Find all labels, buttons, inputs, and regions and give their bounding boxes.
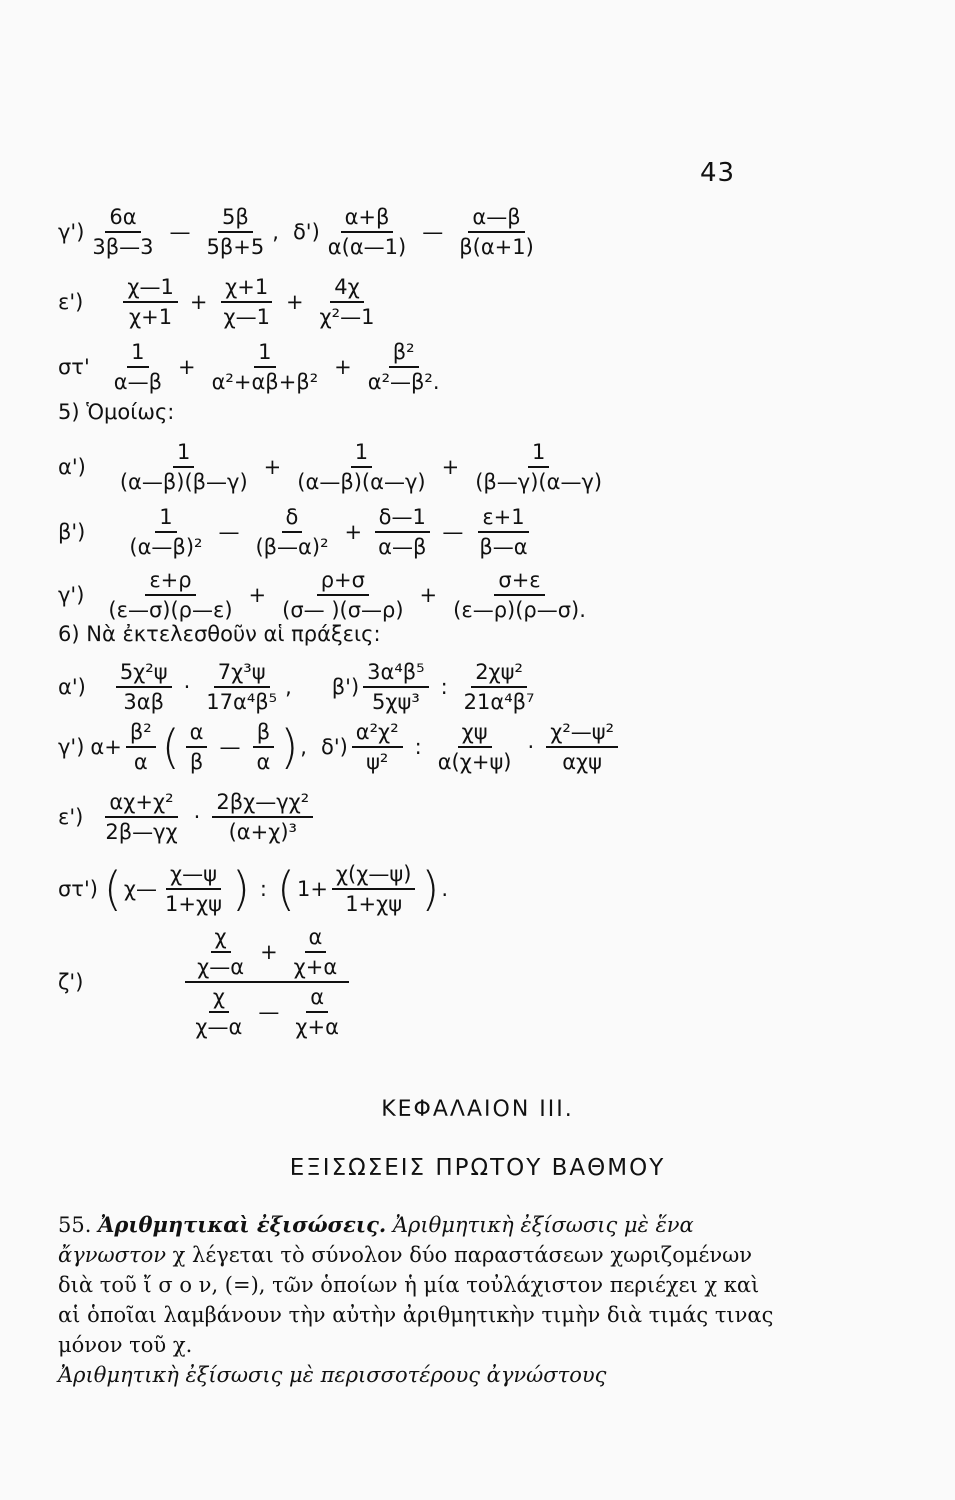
- exercise-5-beta: β') $\frac{1}{\text{(α—β)²}}$ — $\frac{\delta}{\text{(β—α)²}}$ + $\frac{\delta—1}{\alpha—\beta}$ — $\frac{\varepsilon+1}{\beta—\alpha}$: [58, 505, 536, 559]
- label: δ'): [292, 220, 320, 244]
- fraction: $\frac{\text{β²}}{\text{α²—β².}}$: [367, 340, 440, 394]
- exercise-5-alpha: α') $\frac{1}{(\alpha—\beta)(\beta—\gamma)}$ + $\frac{1}{(\alpha—\beta)(\alpha—\gamma)}$ + $\frac{1}{(\beta—\gamma)(\alpha—\gamma)}$: [58, 440, 610, 494]
- fraction: $\frac{1}{\text{α²+αβ+β²}}$: [211, 340, 319, 394]
- chapter-label: ΚΕΦΑΛΑΙΟΝ III.: [381, 1097, 574, 1122]
- label: α'): [58, 455, 86, 479]
- fraction: $\frac{\chi\psi}{\alpha(\chi+\psi)}$: [437, 720, 512, 774]
- label: δ'): [320, 735, 348, 759]
- compound-fraction: $\frac{\chi}{\chi—\alpha}$ + $\frac{\alpha}{\chi+\alpha}$ $\frac{\chi}{\chi—\alpha}$ — $\frac{\alpha}{\chi+\alpha}$: [183, 925, 351, 1039]
- exercise-6-epsilon: ε') $\frac{\text{αχ+χ²}}{2\beta—\gamma\chi}$ · $\frac{\text{2βχ—γχ²}}{\text{(α+χ)³}}$: [58, 790, 317, 844]
- definition-text: χ λέγεται τὸ σύνολον δύο παραστάσεων χωριζομένων διὰ τοῦ ἴ σ ο ν, (=), τῶν ὁποίων ἡ μία τοὐλάχιστον περιέχει χ καὶ αἱ ὁποῖαι λαμβάνουν τὴν αὐτὴν ἀριθμητικὴν τιμὴν διὰ τιμάς τινας μόνον τοῦ χ.: [58, 1243, 774, 1357]
- exercise-6-zeta: [58, 925, 355, 1039]
- fraction: $\frac{\chi—1}{\chi+1}$: [123, 275, 178, 329]
- fraction: $\frac{\delta—1}{\alpha—\beta}$: [374, 505, 430, 559]
- section-6-heading: 6) Νὰ ἐκτελεσθοῦν αἱ πράξεις:: [58, 622, 381, 646]
- fraction: $\frac{\delta}{\text{(β—α)²}}$: [255, 505, 329, 559]
- page-number: 43: [700, 158, 736, 188]
- fraction: $\frac{\text{2χψ²}}{\text{21α⁴β⁷}}$: [463, 660, 535, 714]
- fraction: $\frac{\chi—\psi}{1+\chi\psi}$: [165, 862, 222, 916]
- paragraph-title: Ἀριθμητικαὶ ἐξισώσεις.: [98, 1212, 387, 1237]
- label: γ'): [58, 735, 85, 759]
- label: ε'): [58, 290, 84, 314]
- fraction: $\frac{\alpha+\beta}{\alpha(\alpha—1)}$: [327, 205, 407, 259]
- paragraph-number: 55.: [58, 1213, 92, 1237]
- label: γ'): [58, 583, 85, 607]
- fraction: $\frac{\text{χ²—ψ²}}{\text{αχψ}}$: [546, 720, 618, 774]
- exercise-st-4: στ' $\frac{1}{\alpha—\beta}$ + $\frac{1}{\text{α²+αβ+β²}}$ + $\frac{\text{β²}}{\text{α²—β².}}$: [58, 340, 448, 394]
- label: ε'): [58, 805, 84, 829]
- exercise-epsilon-4: ε') $\frac{\chi—1}{\chi+1}$ + $\frac{\chi+1}{\chi—1}$ + $\frac{4\chi}{\text{χ²—1}}$: [58, 275, 382, 329]
- exercise-5-gamma: γ') $\frac{\varepsilon+\rho}{(\varepsilon—\sigma)(\rho—\varepsilon)}$ + $\frac{\rho+\sigma}{(\sigma— )(\sigma—\rho)}$ + $\frac{\sigma+\varepsilon}{(\varepsilon—\rho)(\rho—\sigma).}$: [58, 568, 594, 622]
- exercise-gamma-4: γ') $\frac{6\alpha}{3\beta—3}$ — $\frac{5\beta}{5\beta+5}$ , δ') $\frac{\alpha+\beta}{\alpha(\alpha—1)}$ — $\frac{\alpha—\beta}{\beta(\alpha+1)}$: [58, 205, 542, 259]
- label: α'): [58, 675, 86, 699]
- fraction: $\frac{4\chi}{\text{χ²—1}}$: [319, 275, 375, 329]
- exercise-6-gamma-delta: γ') α+ $\frac{\text{β²}}{\alpha}$ ( $\frac{\alpha}{\beta}$ — $\frac{\beta}{\alpha}$ ) , δ') $\frac{\text{α²χ²}}{\text{ψ²}}$ : $\frac{\chi\psi}{\alpha(\chi+\psi)}$ · $\frac{\text{χ²—ψ²}}{\text{αχψ}}$: [58, 720, 622, 774]
- fraction: $\frac{\chi(\chi—\psi)}{1+\chi\psi}$: [332, 862, 416, 916]
- fraction: $\frac{1}{\text{(α—β)²}}$: [129, 505, 203, 559]
- fraction: $\frac{5\beta}{5\beta+5}$: [206, 205, 265, 259]
- fraction: $\frac{\text{7χ³ψ}}{\text{17α⁴β⁵}}$: [206, 660, 278, 714]
- label: β'): [58, 520, 86, 544]
- exercise-6-st: στ') ( χ— $\frac{\chi—\psi}{1+\chi\psi}$ ) : ( 1+ $\frac{\chi(\chi—\psi)}{1+\chi\psi}$ ) .: [58, 862, 449, 916]
- fraction: $\frac{\text{3α⁴β⁵}}{\text{5χψ³}}$: [363, 660, 428, 714]
- fraction: $\frac{\beta}{\alpha}$: [252, 720, 274, 774]
- fraction: $\frac{1}{(\beta—\gamma)(\alpha—\gamma)}$: [475, 440, 603, 494]
- fraction: $\frac{\alpha}{\beta}$: [186, 720, 208, 774]
- section-5-heading: 5) Ὁμοίως:: [58, 400, 175, 424]
- chapter-title: ΕΞΙΣΩΣΕΙΣ ΠΡΩΤΟΥ ΒΑΘΜΟΥ: [289, 1155, 666, 1181]
- exercise-6-alpha-beta: α') $\frac{\text{5χ²ψ}}{3\alpha\beta}$ · $\frac{\text{7χ³ψ}}{\text{17α⁴β⁵}}$ , β') $\frac{\text{3α⁴β⁵}}{\text{5χψ³}}$ : $\frac{\text{2χψ²}}{\text{21α⁴β⁷}}$: [58, 660, 542, 714]
- label: β'): [331, 675, 360, 699]
- label: ζ'): [58, 970, 84, 994]
- fraction: $\frac{\text{5χ²ψ}}{3\alpha\beta}$: [116, 660, 172, 714]
- next-term: Ἀριθμητικὴ ἐξίσωσις μὲ περισσοτέρους ἀγνώστους: [58, 1363, 607, 1387]
- fraction: $\frac{1}{\alpha—\beta}$: [113, 340, 162, 394]
- label: στ': [58, 355, 90, 379]
- fraction: $\frac{\text{α²χ²}}{\text{ψ²}}$: [352, 720, 403, 774]
- definition-term: Ἀριθμητικὴ ἐξίσωσις μὲ ἕνα ἄγνωστον: [58, 1213, 694, 1267]
- fraction: $\frac{6\alpha}{3\beta—3}$: [92, 205, 154, 259]
- paragraph-55: [58, 1210, 778, 1390]
- label: στ'): [58, 877, 98, 901]
- fraction: $\frac{\text{β²}}{\alpha}$: [126, 720, 156, 774]
- fraction: $\frac{1}{(\alpha—\beta)(\alpha—\gamma)}$: [297, 440, 426, 494]
- label: γ'): [58, 220, 85, 244]
- fraction: $\frac{\varepsilon+\rho}{(\varepsilon—\sigma)(\rho—\varepsilon)}$: [108, 568, 233, 622]
- fraction: $\frac{\varepsilon+1}{\beta—\alpha}$: [479, 505, 528, 559]
- fraction: $\frac{\sigma+\varepsilon}{(\varepsilon—\rho)(\rho—\sigma).}$: [453, 568, 586, 622]
- fraction: $\frac{\alpha—\beta}{\beta(\alpha+1)}$: [459, 205, 534, 259]
- fraction: $\frac{\chi+1}{\chi—1}$: [219, 275, 274, 329]
- fraction: $\frac{1}{(\alpha—\beta)(\beta—\gamma)}$: [119, 440, 248, 494]
- fraction: $\frac{\text{αχ+χ²}}{2\beta—\gamma\chi}$: [105, 790, 178, 844]
- fraction: $\frac{\text{2βχ—γχ²}}{\text{(α+χ)³}}$: [212, 790, 313, 844]
- fraction: $\frac{\rho+\sigma}{(\sigma— )(\sigma—\rho)}$: [282, 568, 404, 622]
